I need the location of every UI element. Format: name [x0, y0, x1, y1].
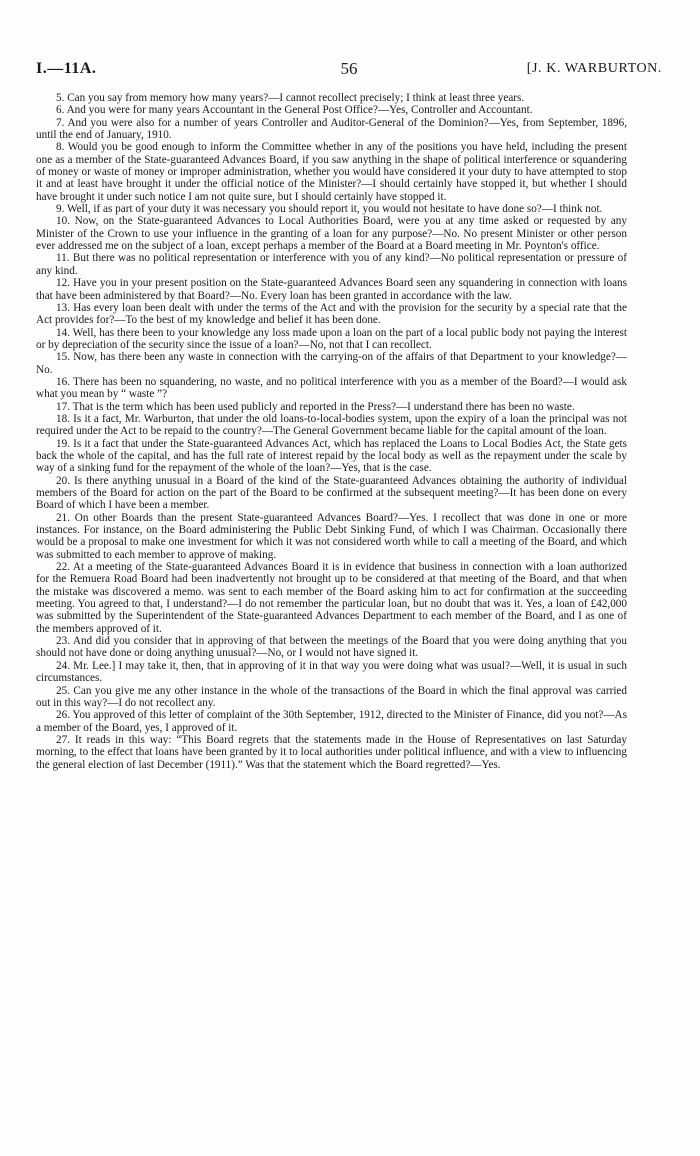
testimony-text	[36, 92, 627, 771]
paragraph: 8. Would you be good enough to inform the Committee whether in any of the positions you have held, including the present one as a member of the State-guaranteed Advances Board, if you saw anything in the shape of political interference or squandering of money or waste of money or improper administration, whether you would have considered it your duty to have attempted to stop it and at least have brought it under the official notice of the Minister?—I should certainly have stopped it, but whether I should have brought it under such notice I am not quite sure, but I should certainly have stopped it.	[36, 141, 627, 203]
paragraph: 20. Is there anything unusual in a Board of the kind of the State-guaranteed Advances obtaining the authority of individual members of the Board for action on the part of the Board to be confirmed at the subsequent meeting?—It has been done on every Board of which I have been a member.	[36, 474, 627, 512]
paragraph: 6. And you were for many years Accountant in the General Post Office?—Yes, Controller and Accountant.	[56, 104, 533, 117]
paragraph: 9. Well, if as part of your duty it was necessary you should report it, you would not hesitate to have done so?—I think not.	[56, 203, 603, 216]
paragraph: 5. Can you say from memory how many years?—I cannot recollect precisely; I think at least three years.	[56, 92, 525, 104]
paragraph: 27. It reads in this way: “This Board regrets that the statements made in the House of Representatives on last Saturday morning, to the effect that loans have been granted by it to local authorities under political influence, and with a view to influencing the general election of last December (1911).” Was that the statement which the Board regretted?—Yes.	[36, 733, 627, 771]
paragraph: 24. Mr. Lee.] I may take it, then, that in approving of it in that way you were doing what was usual?—Well, it is usual in such circumstances.	[36, 659, 627, 685]
paragraph: 15. Now, has there been any waste in connection with the carrying-on of the affairs of that Department to your knowledge?—No.	[36, 351, 627, 376]
paragraph: 18. Is it a fact, Mr. Warburton, that under the old loans-to-local-bodies system, upon the expiry of a loan the principal was not required under the Act to be repaid to the country?—The General Government became liable for the capital amount of the loan.	[36, 412, 627, 438]
paragraph: 12. Have you in your present position on the State-guaranteed Advances Board seen any squandering in connection with loans that have been administered by that Board?—No. Every loan has been granted in accordance with the law.	[36, 277, 627, 302]
paragraph: 17. That is the term which has been used publicly and reported in the Press?—I understand there has been no waste.	[56, 400, 575, 413]
page-header	[36, 58, 662, 80]
page-number: 56	[340, 59, 358, 78]
paragraph: 7. And you were also for a number of years Controller and Auditor-General of the Dominion?—Yes, from September, 1896, until the end of January, 1910.	[36, 116, 627, 142]
witness-name: [J. K. WARBURTON.	[526, 61, 662, 76]
document-reference: I.—11A.	[36, 60, 97, 77]
paragraph: 25. Can you give me any other instance in the whole of the transactions of the Board in which the final approval was carried out in this way?—I do not recollect any.	[36, 684, 627, 709]
paragraph: 26. You approved of this letter of complaint of the 30th September, 1912, directed to the Minister of Finance, did you not?—As a member of the Board, yes, I approved of it.	[36, 709, 627, 734]
paragraph: 16. There has been no squandering, no waste, and no political interference with you as a member of the Board?—I would ask what you mean by “ waste ”?	[36, 375, 627, 401]
paragraph: 11. But there was no political representation or interference with you of any kind?—No political representation or pressure of any kind.	[36, 252, 627, 277]
paragraph: 21. On other Boards than the present State-guaranteed Advances Board?—Yes. I recollect that was done in one or more instances. For instance, on the Board administering the Public Debt Sinking Fund, of which I was Chairman. Occasionally there would be a proposal to make one investment for which it was not considered worth while to call a meeting of the Board, and which was submitted to each member to approve of making.	[36, 511, 627, 561]
paragraph: 23. And did you consider that in approving of that between the meetings of the Board that you were doing anything that you should not have done or doing anything unusual?—No, or I would not have signed it.	[36, 635, 627, 660]
paragraph: 19. Is it a fact that under the State-guaranteed Advances Act, which has replaced the Loans to Local Bodies Act, the State gets back the whole of the capital, and has the full rate of interest repaid by the local body as well as the repayment under the scale by way of a sinking fund for the repayment of the whole of the loan?—Yes, that is the case.	[36, 437, 627, 475]
paragraph: 22. At a meeting of the State-guaranteed Advances Board it is in evidence that business in connection with a loan authorized for the Remuera Road Board had been inadvertently not brought up to be considered at that meeting of the Board, and that when the mistake was discovered a memo. was sent to each member of the Board asking him to act for confirmation at the succeeding meeting. You agreed to that, I understand?—I do not remember the particular loan, but no doubt that was it. Yes, a loan of £42,000 was submitted by the Superintendent of the State-guaranteed Advances Department to each member of the Board, and I as one of the members approved of it.	[36, 561, 627, 635]
paragraph: 10. Now, on the State-guaranteed Advances to Local Authorities Board, were you at any time asked or requested by any Minister of the Crown to use your influence in the granting of a loan for any purpose?—No. No present Minister or other person ever addressed me on the subject of a loan, except perhaps a member of the Board at a Board meeting in Mr. Poynton's office.	[36, 215, 627, 253]
paragraph: 14. Well, has there been to your knowledge any loss made upon a loan on the part of a local public body not paying the interest or by depreciation of the security since the issue of a loan?—No, not that I can recollect.	[36, 326, 627, 351]
paragraph: 13. Has every loan been dealt with under the terms of the Act and with the provision for the security by a special rate that the Act provides for?—To the best of my knowledge and belief it has been done.	[36, 301, 627, 327]
